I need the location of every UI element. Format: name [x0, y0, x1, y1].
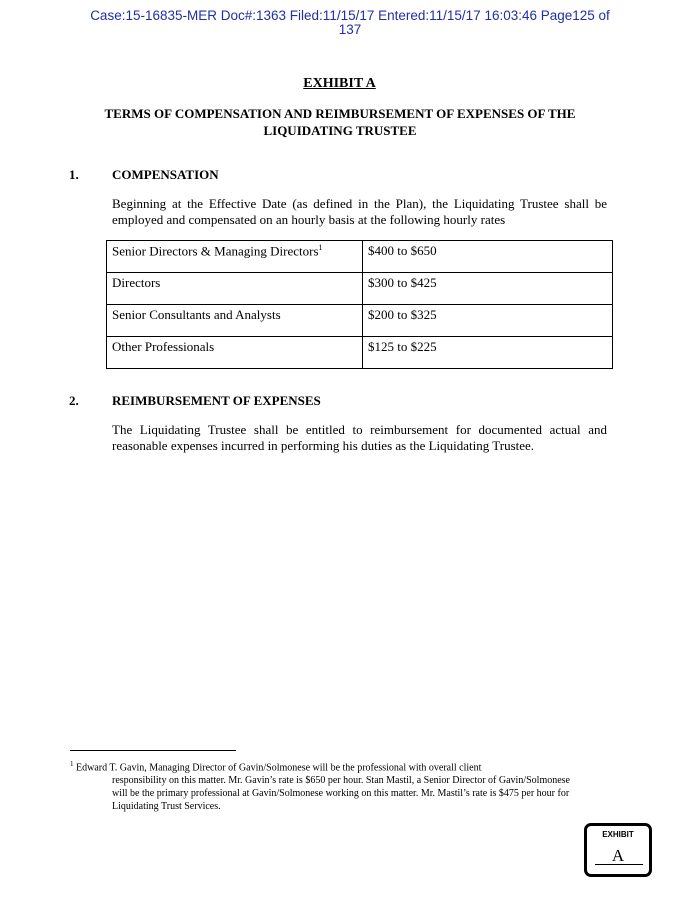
exhibit-stamp-label: EXHIBIT	[602, 830, 634, 839]
exhibit-stamp-underline	[595, 864, 643, 865]
table-row	[107, 241, 613, 273]
exhibit-stamp-letter: A	[611, 846, 625, 865]
table-row	[107, 337, 613, 369]
header-line-2: 137	[338, 22, 362, 37]
exhibit-title: EXHIBIT A	[303, 76, 376, 91]
table-row	[107, 273, 613, 305]
section-2-number: 2.	[69, 393, 79, 408]
footnote-reference[interactable]: 1	[318, 243, 323, 252]
footnote-marker: 1	[70, 760, 74, 768]
rate-cell: $125 to $225	[363, 337, 613, 369]
role-label: Senior Directors & Managing Directors	[112, 243, 319, 259]
section-1-heading: COMPENSATION	[112, 167, 219, 182]
table-row	[107, 305, 613, 337]
header-line-1: Case:15-16835-MER Doc#:1363 Filed:11/15/17 Entered:11/15/17 16:03:46 Page125 of	[90, 8, 610, 23]
role-cell: Senior Consultants and Analysts	[107, 305, 363, 337]
section-2-heading: REIMBURSEMENT OF EXPENSES	[112, 393, 321, 408]
rate-cell: $200 to $325	[363, 305, 613, 337]
role-cell: Directors	[107, 273, 363, 305]
section-2-paragraph: The Liquidating Trustee shall be entitled to reimbursement for documented actual and reasonable expenses incurred in performing his duties as the Liquidating Trustee.	[112, 422, 607, 453]
footnote	[70, 758, 580, 813]
footnote-divider	[70, 750, 236, 751]
court-filing-header	[40, 9, 660, 37]
section-1-number: 1.	[69, 167, 79, 182]
role-cell	[107, 241, 363, 273]
hourly-rates-table	[106, 240, 613, 369]
section-1-paragraph: Beginning at the Effective Date (as defined in the Plan), the Liquidating Trustee shall be employed and compensated on an hourly basis at the following hourly rates	[112, 196, 607, 227]
role-cell: Other Professionals	[107, 337, 363, 369]
footnote-first-line: Edward T. Gavin, Managing Director of Gavin/Solmonese will be the professional with overall client	[73, 762, 482, 774]
document-subtitle: TERMS OF COMPENSATION AND REIMBURSEMENT OF EXPENSES OF THE LIQUIDATING TRUSTEE	[104, 106, 576, 138]
footnote-continuation: responsibility on this matter. Mr. Gavin’s rate is $650 per hour. Stan Mastil, a Senior Director of Gavin/Solmonese will be the primary professional at Gavin/Solmonese working on this matter. Mr. Mastil’s rate is $475 per hour for Liquidating Trust Services.	[112, 775, 570, 813]
exhibit-stamp	[584, 823, 652, 877]
rate-cell: $300 to $425	[363, 273, 613, 305]
rate-cell: $400 to $650	[363, 241, 613, 273]
